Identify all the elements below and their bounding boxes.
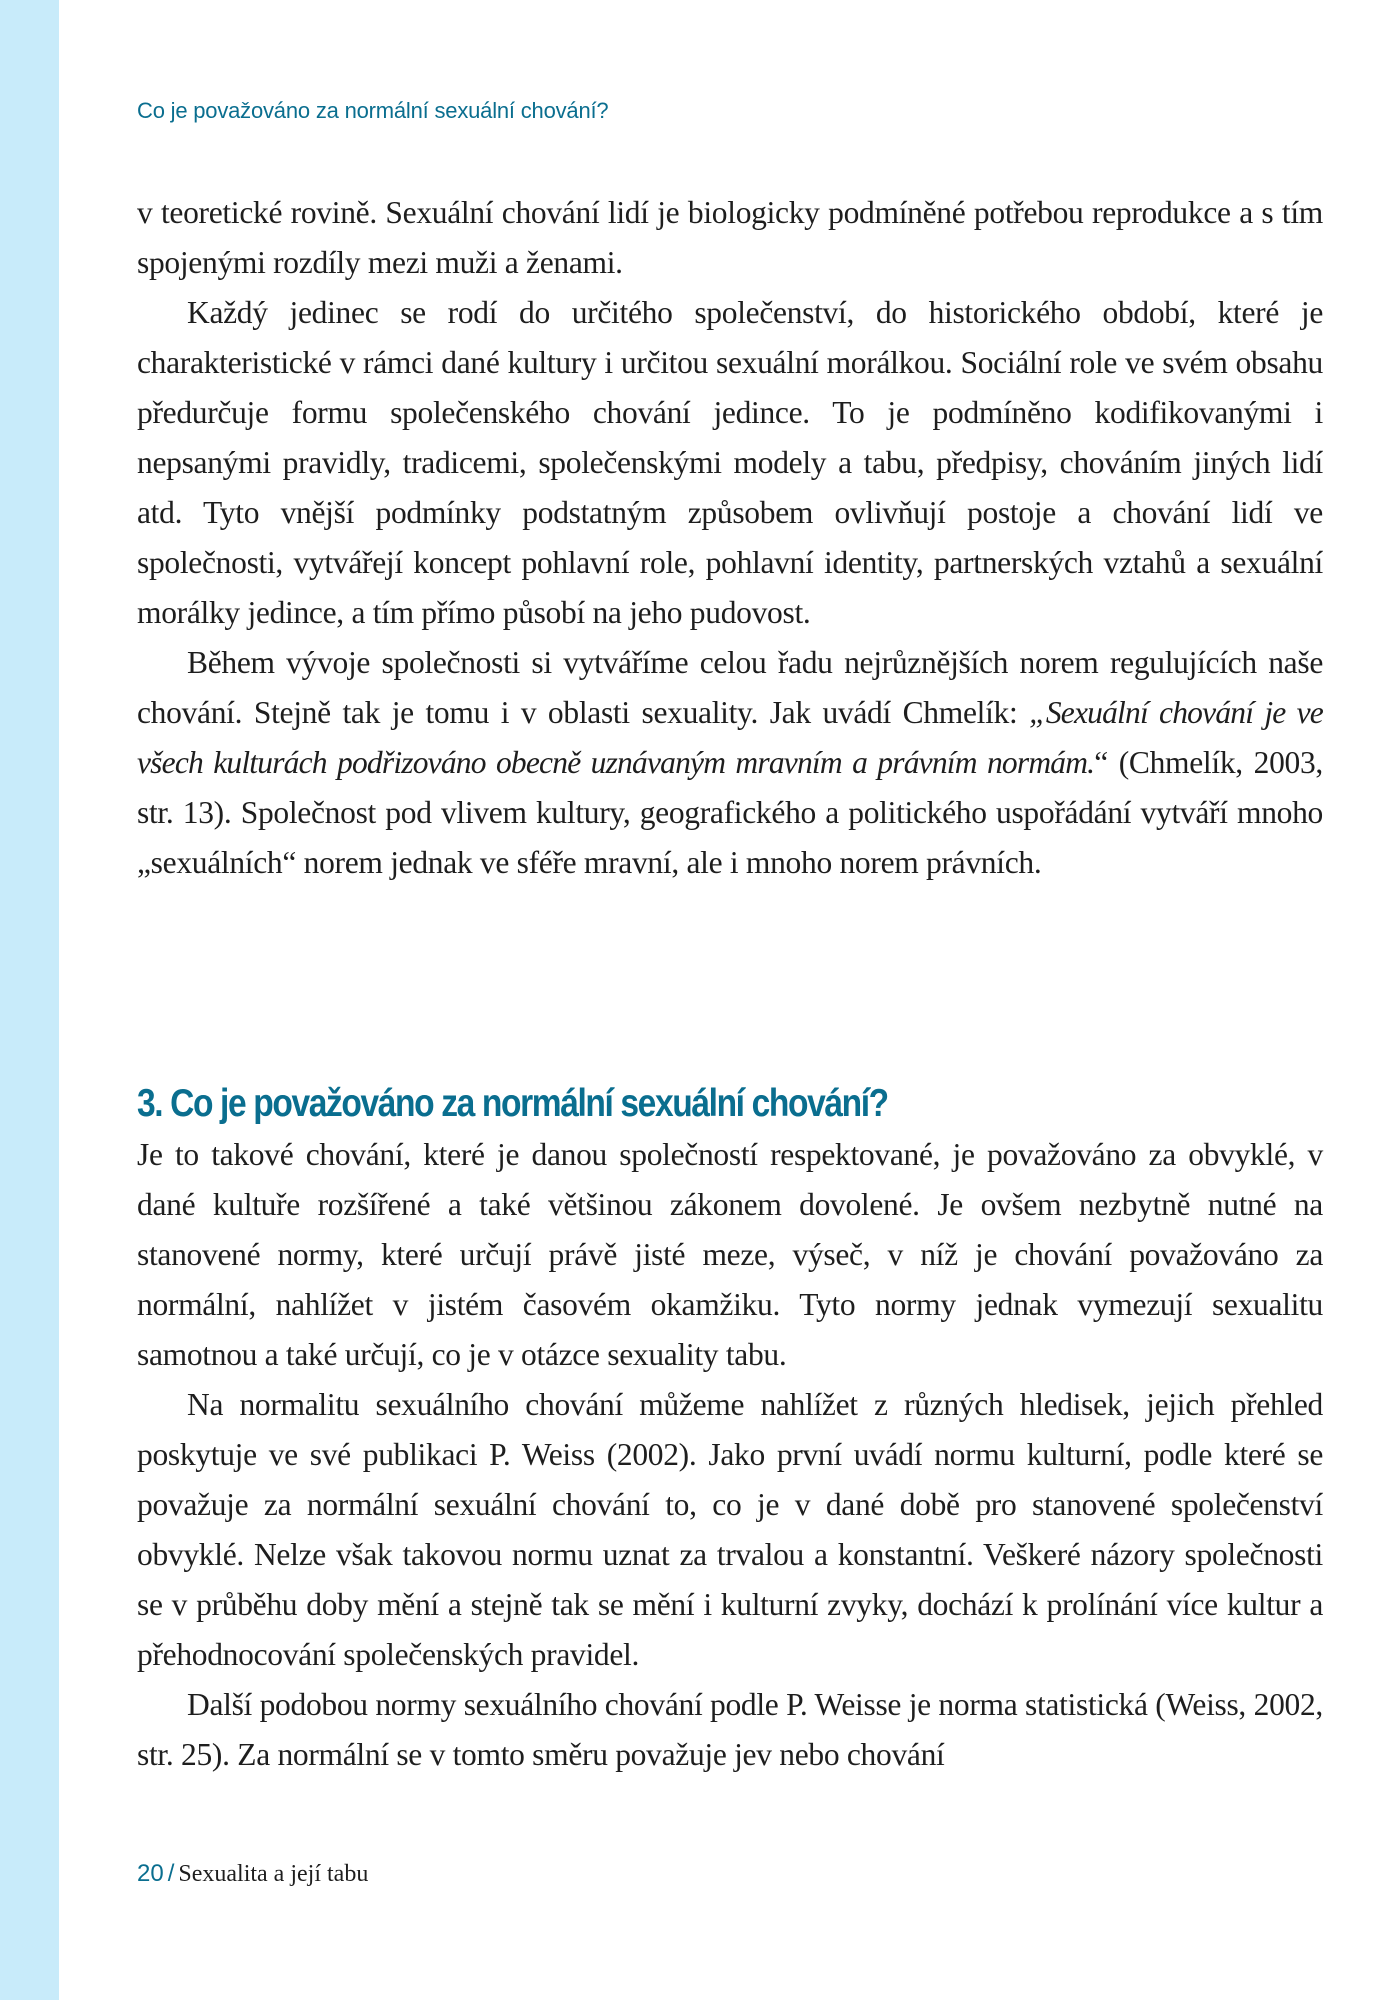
- running-header: Co je považováno za normální sexuální chování?: [137, 98, 609, 123]
- paragraph: Každý jedinec se rodí do určitého společenství, do historického období, které je charakteristické v rámci dané kultury i určitou sexuální morálkou. Sociální role ve svém obsahu předurčuje formu společenského chování jedince. To je podmíněno kodifikovanými i nepsanými pravidly, tradicemi, společenskými modely a tabu, předpisy, chováním jiných lidí atd. Tyto vnější podmínky podstatným způsobem ovlivňují postoje a chování lidí ve společnosti, vytvářejí koncept pohlavní role, pohlavní identity, partnerských vztahů a sexuální morálky jedince, a tím přímo působí na jeho pudovost.: [137, 295, 1323, 630]
- paragraph: Na normalitu sexuálního chování můžeme nahlížet z různých hledisek, jejich přehled poskytuje ve své publikaci P. Weiss (2002). Jako první uvádí normu kulturní, podle které se považuje za normální sexuální chování to, co je v dané době pro stanovené společenství obvyklé. Nelze však takovou normu uznat za trvalou a konstantní. Veškeré názory společnosti se v průběhu doby mění a stejně tak se mění i kulturní zvyky, dochází k prolínání více kultur a přehodnocování společenských pravidel.: [137, 1387, 1323, 1672]
- paragraph-text: Během vývoje společnosti si vytváříme celou řadu nejrůznějších norem regulujících naše chování. Stejně tak je tomu i v oblasti sexuality. Jak uvádí Chmelík:: [137, 645, 1323, 730]
- paragraph: Je to takové chování, které je danou společností respektované, je považováno za obvyklé, v dané kultuře rozšířené a také většinou zákonem dovolené. Je ovšem nezbytně nutné na stanovené normy, které určují právě jisté meze, výseč, v níž je chování považováno za normální, nahlížet v jistém časovém okamžiku. Tyto normy jednak vymezují sexualitu samotnou a také určují, co je v otázce sexuality tabu.: [137, 1137, 1323, 1372]
- paragraph-text: “ (Chmelík, 2003, str. 13). Společnost pod vlivem kultury, geografického a politického uspořádání vytváří mnoho „sexuálních“ norem jednak ve sféře mravní, ale i mnoho norem právních.: [137, 745, 1324, 880]
- page-number: 20: [137, 1860, 164, 1887]
- page-side-strip: [0, 0, 59, 2000]
- section-heading: 3. Co je považováno za normální sexuální chování?: [137, 1082, 888, 1125]
- section-3-text: [137, 1130, 1323, 1780]
- page-footer: [137, 1860, 368, 1888]
- paragraph-with-quote: [137, 638, 1323, 888]
- paragraph: v teoretické rovině. Sexuální chování lidí je biologicky podmíněné potřebou reprodukce a s tím spojenými rozdíly mezi muži a ženami.: [137, 195, 1323, 280]
- paragraph: Další podobou normy sexuálního chování podle P. Weisse je norma statistická (Weiss, 2002, str. 25). Za normální se v tomto směru považuje jev nebo chování: [137, 1687, 1323, 1772]
- previous-section-text: [137, 188, 1323, 888]
- book-title: Sexualita a její tabu: [178, 1861, 369, 1887]
- footer-separator: /: [167, 1860, 175, 1887]
- chmelik-quote: „Sexuální chování je ve všech kulturách podřizováno obecně uznávaným mravním a právním normám.: [137, 695, 1323, 780]
